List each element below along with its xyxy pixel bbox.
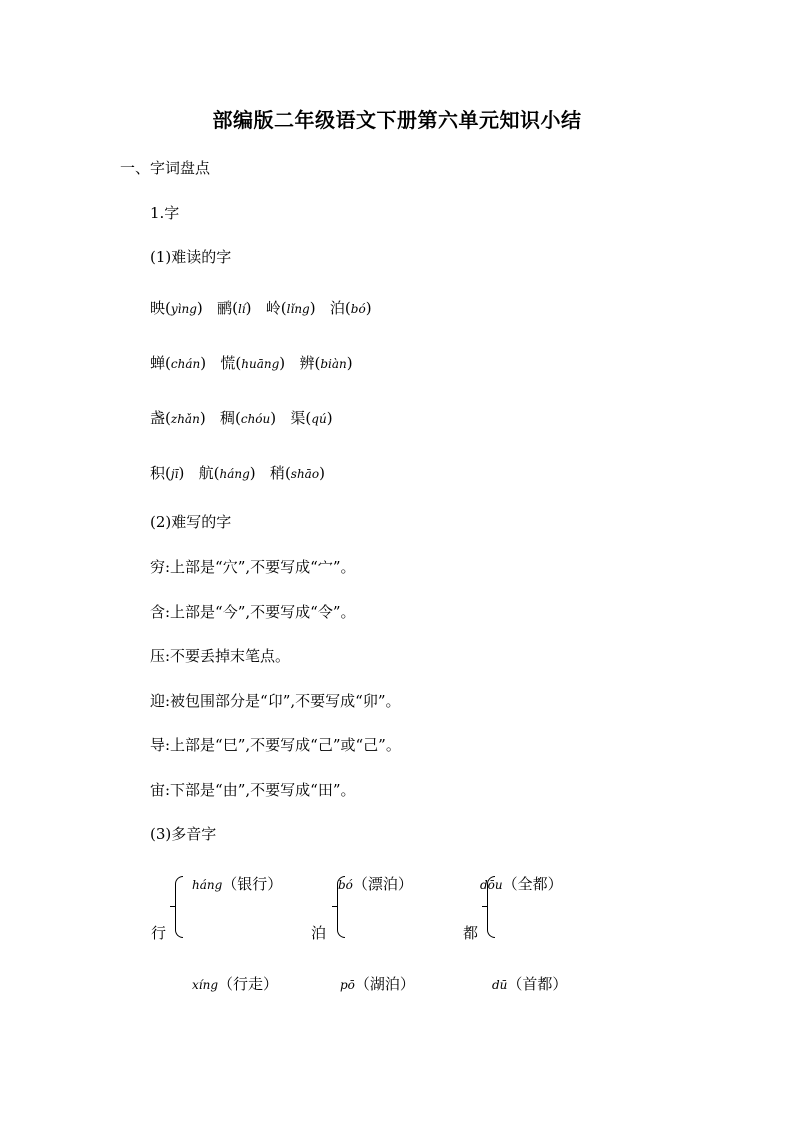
brace-icon xyxy=(487,876,495,938)
polyphone-reading-bottom xyxy=(492,973,567,994)
hard-write-item: 压:不要丢掉末笔点。 xyxy=(150,647,291,665)
character: 辨 xyxy=(299,354,315,372)
pinyin: biàn xyxy=(320,357,347,371)
pinyin: dū xyxy=(492,978,508,992)
polyphone-reading-top xyxy=(338,873,413,894)
character: 稍 xyxy=(269,464,285,482)
subsection-heading: 1.字 xyxy=(150,204,180,222)
character: 稠 xyxy=(219,409,235,427)
hard-read-heading: (1)难读的字 xyxy=(150,248,232,266)
character: 鹂 xyxy=(217,299,233,317)
polyphone-character: 都 xyxy=(463,924,479,942)
example-word: （首都） xyxy=(507,975,568,993)
hard-read-row: 盏(zhǎn) 稠(chóu) 渠(qú) xyxy=(150,409,333,427)
brace-tip xyxy=(332,906,337,907)
example-word: （全都） xyxy=(502,875,563,893)
page-title: 部编版二年级语文下册第六单元知识小结 xyxy=(212,108,582,132)
brace-tip xyxy=(482,906,487,907)
pinyin: chán xyxy=(170,357,201,371)
pinyin: yìng xyxy=(170,302,197,316)
character: 泊 xyxy=(329,299,345,317)
brace-tip xyxy=(170,906,175,907)
pinyin: qú xyxy=(311,412,327,426)
pinyin: dōu xyxy=(480,878,503,892)
hard-write-heading: (2)难写的字 xyxy=(150,513,232,531)
brace-icon xyxy=(175,876,183,938)
pinyin: háng xyxy=(192,878,223,892)
character: 映 xyxy=(150,299,166,317)
pinyin: zhǎn xyxy=(170,412,200,426)
character: 慌 xyxy=(220,354,236,372)
character: 积 xyxy=(150,464,166,482)
pinyin: shāo xyxy=(290,467,320,481)
pinyin: huāng xyxy=(241,357,280,371)
pinyin: bó xyxy=(338,878,353,892)
character: 蝉 xyxy=(150,354,166,372)
pinyin: lǐng xyxy=(286,302,310,316)
hard-write-item: 导:上部是“巳”,不要写成“己”或“己”。 xyxy=(150,736,401,754)
polyphone-character: 行 xyxy=(151,924,167,942)
pinyin: lí xyxy=(237,302,246,316)
brace-icon xyxy=(337,876,345,938)
hard-read-row: 积(jī) 航(háng) 稍(shāo) xyxy=(150,464,325,482)
pinyin: háng xyxy=(219,467,250,481)
hard-write-item: 穷:上部是“穴”,不要写成“宀”。 xyxy=(150,558,356,576)
character: 岭 xyxy=(265,299,281,317)
example-word: （行走） xyxy=(218,975,279,993)
pinyin: pō xyxy=(340,978,355,992)
section-heading: 一、字词盘点 xyxy=(120,159,211,177)
pinyin: jī xyxy=(170,467,179,481)
hard-read-row: 蝉(chán) 慌(huāng) 辨(biàn) xyxy=(150,354,353,372)
hard-read-row: 映(yìng) 鹂(lí) 岭(lǐng) 泊(bó) xyxy=(150,299,372,317)
hard-write-item: 宙:下部是“由”,不要写成“田”。 xyxy=(150,781,356,799)
pinyin: bó xyxy=(350,302,366,316)
polyphone-reading-bottom xyxy=(192,973,278,994)
character: 航 xyxy=(198,464,214,482)
character: 渠 xyxy=(290,409,306,427)
polyphone-reading-bottom xyxy=(340,973,415,994)
pinyin: chóu xyxy=(240,412,271,426)
polyphone-reading-top xyxy=(192,873,282,894)
pinyin: xíng xyxy=(192,978,219,992)
character: 盏 xyxy=(150,409,166,427)
example-word: （银行） xyxy=(222,875,283,893)
example-word: （湖泊） xyxy=(354,975,415,993)
hard-write-item: 迎:被包围部分是“卬”,不要写成“卯”。 xyxy=(150,692,401,710)
polyphone-heading: (3)多音字 xyxy=(150,825,217,843)
hard-write-item: 含:上部是“今”,不要写成“令”。 xyxy=(150,603,356,621)
polyphone-character: 泊 xyxy=(311,924,327,942)
example-word: （漂泊） xyxy=(352,875,413,893)
